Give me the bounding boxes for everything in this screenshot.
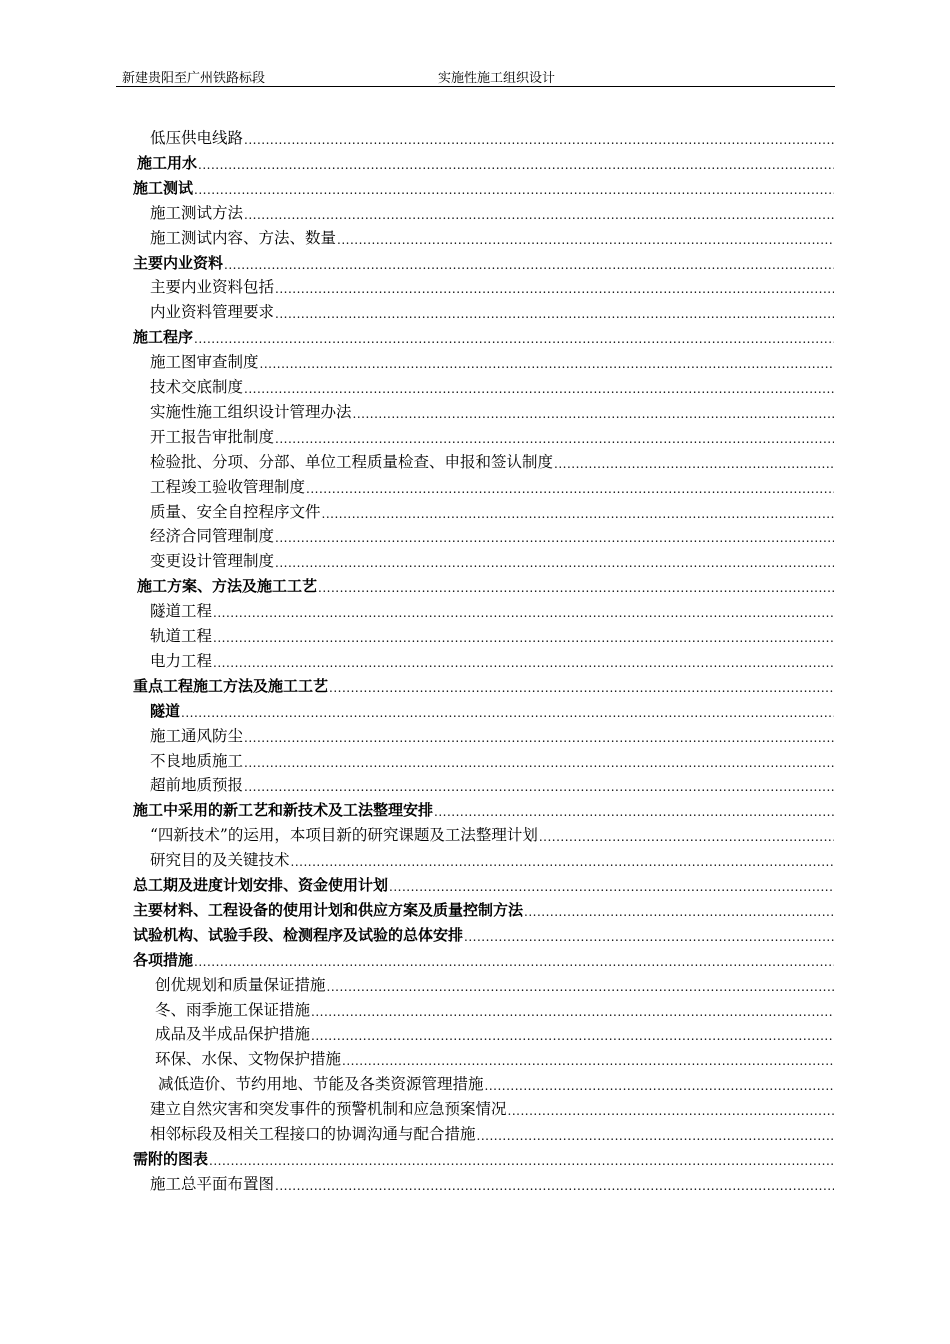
toc-entry[interactable]	[0, 522, 950, 547]
toc-entry-title: 工程竣工验收管理制度	[150, 477, 306, 496]
toc-entry-title: 施工用水	[137, 153, 198, 172]
toc-entry[interactable]	[0, 398, 950, 423]
toc-entry-title: 主要内业资料	[133, 253, 224, 272]
toc-entry-title: 检验批、分项、分部、单位工程质量检查、申报和签认制度	[150, 452, 554, 471]
toc-entry-title: 创优规划和质量保证措施	[155, 975, 326, 994]
toc-leader-dots	[554, 456, 834, 472]
toc-entry[interactable]	[0, 1145, 950, 1170]
toc-entry-title: “四新技术”的运用，本项目新的研究课题及工法整理计划	[150, 826, 538, 845]
toc-entry[interactable]	[0, 796, 950, 821]
toc-leader-dots	[275, 1178, 834, 1194]
toc-leader-dots	[477, 1128, 834, 1144]
toc-leader-dots	[389, 879, 834, 895]
toc-entry-title: 内业资料管理要求	[150, 303, 275, 322]
toc-leader-dots	[508, 1103, 834, 1119]
toc-entry-title: 施工测试内容、方法、数量	[150, 228, 337, 247]
toc-entry-title: 隧道	[150, 701, 181, 720]
toc-entry[interactable]	[0, 971, 950, 996]
toc-entry-title: 主要材料、工程设备的使用计划和供应方案及质量控制方法	[133, 900, 524, 919]
toc-entry-title: 主要内业资料包括	[150, 278, 275, 297]
toc-entry[interactable]	[0, 224, 950, 249]
toc-entry-title: 研究目的及关键技术	[150, 851, 290, 870]
toc-entry-title: 环保、水保、文物保护措施	[155, 1050, 342, 1069]
toc-leader-dots	[275, 530, 834, 546]
toc-entry-title: 重点工程施工方法及施工工艺	[133, 676, 329, 695]
toc-entry-title: 变更设计管理制度	[150, 552, 275, 571]
toc-entry[interactable]	[0, 273, 950, 298]
toc-entry[interactable]	[0, 249, 950, 274]
toc-entry-title: 施工图审查制度	[150, 353, 259, 372]
toc-leader-dots	[213, 630, 834, 646]
toc-entry-title: 各项措施	[133, 950, 194, 969]
toc-leader-dots	[209, 1153, 834, 1169]
toc-entry[interactable]	[0, 448, 950, 473]
header-project-name: 新建贵阳至广州铁路标段	[122, 71, 266, 86]
toc-entry[interactable]	[0, 149, 950, 174]
toc-leader-dots	[275, 555, 834, 571]
toc-entry-title: 施工总平面布置图	[150, 1174, 275, 1193]
toc-leader-dots	[434, 804, 834, 820]
toc-entry-title: 轨道工程	[150, 627, 213, 645]
toc-entry[interactable]	[0, 846, 950, 871]
toc-leader-dots	[244, 730, 834, 746]
toc-entry-title: 施工程序	[133, 328, 194, 347]
toc-entry-title: 施工测试方法	[150, 203, 244, 222]
toc-entry[interactable]	[0, 498, 950, 523]
page-header	[116, 66, 835, 87]
toc-entry[interactable]	[0, 473, 950, 498]
toc-entry-title: 施工方案、方法及施工工艺	[137, 577, 318, 596]
toc-leader-dots	[213, 655, 834, 671]
toc-entry-title: 超前地质预报	[150, 776, 244, 795]
toc-leader-dots	[539, 829, 834, 845]
toc-leader-dots	[524, 904, 834, 920]
toc-entry-title: 低压供电线路	[150, 129, 244, 147]
toc-entry-title: 施工通风防尘	[150, 726, 244, 745]
toc-entry[interactable]	[0, 298, 950, 323]
toc-entry-title: 建立自然灾害和突发事件的预警机制和应急预案情况	[150, 1100, 507, 1119]
toc-entry[interactable]	[0, 547, 950, 572]
toc-leader-dots	[311, 1028, 834, 1044]
toc-leader-dots	[224, 257, 834, 273]
toc-leader-dots	[194, 954, 834, 970]
toc-leader-dots	[342, 1053, 834, 1069]
toc-entry-title: 试验机构、试验手段、检测程序及试验的总体安排	[133, 925, 464, 944]
toc-entry[interactable]	[0, 124, 950, 149]
toc-leader-dots	[275, 431, 834, 447]
toc-entry[interactable]	[0, 771, 950, 796]
toc-entry-title: 施工测试	[133, 178, 194, 197]
toc-entry-title: 质量、安全自控程序文件	[150, 502, 321, 521]
header-document-title: 实施性施工组织设计	[438, 71, 556, 86]
toc-entry[interactable]	[0, 199, 950, 224]
toc-entry[interactable]	[0, 1020, 950, 1045]
toc-entry-title: 经济合同管理制度	[150, 527, 275, 546]
toc-leader-dots	[244, 755, 834, 771]
toc-entry[interactable]	[0, 423, 950, 448]
toc-entry[interactable]	[0, 1170, 950, 1195]
toc-leader-dots	[244, 381, 834, 397]
toc-leader-dots	[194, 331, 834, 347]
toc-leader-dots	[318, 580, 834, 596]
toc-leader-dots	[244, 132, 834, 148]
toc-entry[interactable]	[0, 871, 950, 896]
toc-entry[interactable]	[0, 348, 950, 373]
toc-entry[interactable]	[0, 373, 950, 398]
toc-entry-title: 相邻标段及相关工程接口的协调沟通与配合措施	[150, 1125, 476, 1143]
toc-entry-title: 开工报告审批制度	[150, 427, 275, 446]
toc-entry[interactable]	[0, 896, 950, 921]
toc-leader-dots	[198, 157, 834, 173]
toc-entry-title: 实施性施工组织设计管理办法	[150, 402, 352, 421]
toc-leader-dots	[485, 1078, 834, 1094]
toc-entry[interactable]	[0, 921, 950, 946]
toc-entry[interactable]	[0, 747, 950, 772]
toc-entry-title: 成品及半成品保护措施	[155, 1025, 311, 1044]
toc-entry[interactable]	[0, 572, 950, 597]
toc-leader-dots	[244, 779, 834, 795]
toc-entry[interactable]	[0, 174, 950, 199]
toc-entry-title: 不良地质施工	[150, 751, 244, 770]
toc-entry-title: 电力工程	[150, 651, 213, 670]
toc-entry[interactable]	[0, 996, 950, 1021]
toc-entry-title: 冬、雨季施工保证措施	[155, 1000, 311, 1019]
toc-leader-dots	[213, 605, 834, 621]
toc-leader-dots	[311, 1004, 834, 1020]
toc-entry-title: 技术交底制度	[150, 378, 244, 396]
toc-entry-title: 减低造价、节约用地、节能及各类资源管理措施	[158, 1075, 484, 1094]
toc-entry-title: 施工中采用的新工艺和新技术及工法整理安排	[133, 801, 434, 820]
toc-leader-dots	[353, 406, 834, 422]
toc-leader-dots	[329, 680, 834, 696]
toc-entry[interactable]	[0, 821, 950, 846]
toc-entry[interactable]	[0, 622, 950, 647]
toc-leader-dots	[275, 306, 834, 322]
toc-entry-title: 隧道工程	[150, 602, 213, 621]
toc-leader-dots	[306, 481, 834, 497]
toc-leader-dots	[244, 207, 834, 223]
toc-entry-title: 需附的图表	[133, 1149, 209, 1168]
toc-leader-dots	[337, 232, 834, 248]
toc-leader-dots	[275, 281, 834, 297]
toc-entry-title: 总工期及进度计划安排、资金使用计划	[133, 876, 389, 894]
toc-entry[interactable]	[0, 1120, 950, 1145]
toc-leader-dots	[291, 854, 834, 870]
toc-entry[interactable]	[0, 323, 950, 348]
toc-entry[interactable]	[0, 647, 950, 672]
toc-entry[interactable]	[0, 672, 950, 697]
toc-entry[interactable]	[0, 597, 950, 622]
toc-leader-dots	[260, 356, 834, 372]
toc-entry[interactable]	[0, 1095, 950, 1120]
toc-leader-dots	[327, 979, 834, 995]
toc-leader-dots	[181, 705, 834, 721]
toc-entry[interactable]	[0, 697, 950, 722]
toc-entry[interactable]	[0, 1070, 950, 1095]
toc-entry[interactable]	[0, 946, 950, 971]
toc-leader-dots	[464, 929, 834, 945]
toc-leader-dots	[194, 182, 834, 198]
toc-leader-dots	[322, 506, 834, 522]
toc-entry[interactable]	[0, 722, 950, 747]
toc-entry[interactable]	[0, 1045, 950, 1070]
